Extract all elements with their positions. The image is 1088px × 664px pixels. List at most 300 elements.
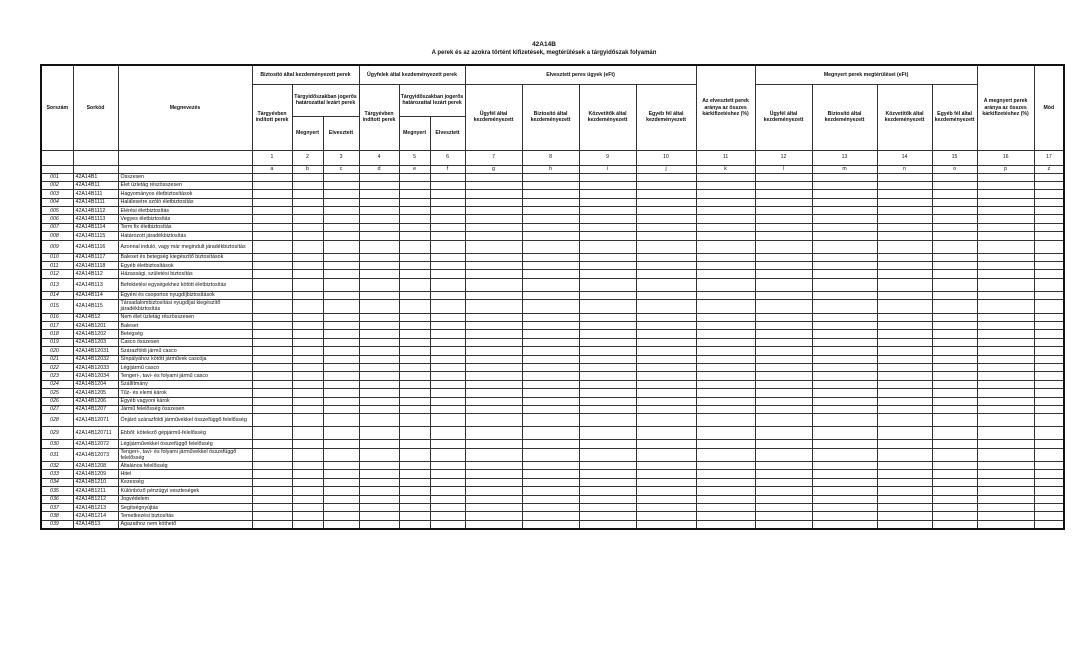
value-cell[interactable] bbox=[579, 448, 636, 461]
value-cell[interactable] bbox=[932, 270, 977, 278]
value-cell[interactable] bbox=[522, 363, 579, 371]
value-cell[interactable] bbox=[252, 173, 292, 181]
value-cell[interactable] bbox=[977, 495, 1034, 503]
value-cell[interactable] bbox=[1034, 372, 1064, 380]
value-cell[interactable] bbox=[399, 495, 430, 503]
value-cell[interactable] bbox=[252, 462, 292, 470]
value-cell[interactable] bbox=[292, 405, 323, 413]
value-cell[interactable] bbox=[465, 355, 522, 363]
value-cell[interactable] bbox=[696, 190, 755, 198]
value-cell[interactable] bbox=[877, 253, 932, 261]
value-cell[interactable] bbox=[323, 181, 359, 189]
value-cell[interactable] bbox=[522, 240, 579, 253]
value-cell[interactable] bbox=[399, 440, 430, 448]
value-cell[interactable] bbox=[636, 448, 696, 461]
value-cell[interactable] bbox=[636, 405, 696, 413]
value-cell[interactable] bbox=[323, 270, 359, 278]
value-cell[interactable] bbox=[636, 181, 696, 189]
value-cell[interactable] bbox=[696, 520, 755, 529]
value-cell[interactable] bbox=[977, 470, 1034, 478]
value-cell[interactable] bbox=[977, 478, 1034, 486]
value-cell[interactable] bbox=[430, 173, 465, 181]
value-cell[interactable] bbox=[977, 347, 1034, 355]
value-cell[interactable] bbox=[877, 405, 932, 413]
value-cell[interactable] bbox=[465, 173, 522, 181]
value-cell[interactable] bbox=[579, 363, 636, 371]
value-cell[interactable] bbox=[812, 363, 877, 371]
value-cell[interactable] bbox=[977, 181, 1034, 189]
value-cell[interactable] bbox=[932, 440, 977, 448]
value-cell[interactable] bbox=[323, 338, 359, 346]
value-cell[interactable] bbox=[292, 372, 323, 380]
value-cell[interactable] bbox=[465, 427, 522, 440]
value-cell[interactable] bbox=[636, 207, 696, 215]
value-cell[interactable] bbox=[812, 240, 877, 253]
value-cell[interactable] bbox=[579, 240, 636, 253]
value-cell[interactable] bbox=[399, 363, 430, 371]
value-cell[interactable] bbox=[812, 504, 877, 512]
value-cell[interactable] bbox=[252, 253, 292, 261]
value-cell[interactable] bbox=[252, 207, 292, 215]
value-cell[interactable] bbox=[932, 313, 977, 321]
value-cell[interactable] bbox=[877, 512, 932, 520]
value-cell[interactable] bbox=[877, 232, 932, 240]
value-cell[interactable] bbox=[755, 478, 812, 486]
value-cell[interactable] bbox=[696, 223, 755, 231]
value-cell[interactable] bbox=[399, 470, 430, 478]
value-cell[interactable] bbox=[292, 173, 323, 181]
value-cell[interactable] bbox=[522, 253, 579, 261]
value-cell[interactable] bbox=[977, 355, 1034, 363]
value-cell[interactable] bbox=[932, 181, 977, 189]
value-cell[interactable] bbox=[696, 181, 755, 189]
value-cell[interactable] bbox=[465, 397, 522, 405]
value-cell[interactable] bbox=[292, 389, 323, 397]
value-cell[interactable] bbox=[399, 300, 430, 313]
value-cell[interactable] bbox=[430, 355, 465, 363]
value-cell[interactable] bbox=[465, 223, 522, 231]
value-cell[interactable] bbox=[877, 300, 932, 313]
value-cell[interactable] bbox=[292, 397, 323, 405]
value-cell[interactable] bbox=[579, 300, 636, 313]
value-cell[interactable] bbox=[522, 181, 579, 189]
value-cell[interactable] bbox=[323, 512, 359, 520]
value-cell[interactable] bbox=[1034, 330, 1064, 338]
value-cell[interactable] bbox=[932, 512, 977, 520]
value-cell[interactable] bbox=[977, 487, 1034, 495]
value-cell[interactable] bbox=[359, 495, 399, 503]
value-cell[interactable] bbox=[430, 414, 465, 427]
value-cell[interactable] bbox=[696, 495, 755, 503]
value-cell[interactable] bbox=[399, 504, 430, 512]
value-cell[interactable] bbox=[877, 198, 932, 206]
value-cell[interactable] bbox=[359, 262, 399, 270]
value-cell[interactable] bbox=[877, 372, 932, 380]
value-cell[interactable] bbox=[292, 240, 323, 253]
value-cell[interactable] bbox=[430, 330, 465, 338]
value-cell[interactable] bbox=[1034, 278, 1064, 291]
value-cell[interactable] bbox=[359, 240, 399, 253]
value-cell[interactable] bbox=[292, 363, 323, 371]
value-cell[interactable] bbox=[323, 414, 359, 427]
value-cell[interactable] bbox=[977, 321, 1034, 329]
value-cell[interactable] bbox=[522, 300, 579, 313]
value-cell[interactable] bbox=[579, 215, 636, 223]
value-cell[interactable] bbox=[430, 313, 465, 321]
value-cell[interactable] bbox=[877, 215, 932, 223]
value-cell[interactable] bbox=[252, 380, 292, 388]
value-cell[interactable] bbox=[579, 414, 636, 427]
value-cell[interactable] bbox=[399, 190, 430, 198]
value-cell[interactable] bbox=[977, 448, 1034, 461]
value-cell[interactable] bbox=[359, 300, 399, 313]
value-cell[interactable] bbox=[977, 330, 1034, 338]
value-cell[interactable] bbox=[292, 198, 323, 206]
value-cell[interactable] bbox=[1034, 207, 1064, 215]
value-cell[interactable] bbox=[399, 198, 430, 206]
value-cell[interactable] bbox=[755, 313, 812, 321]
value-cell[interactable] bbox=[636, 414, 696, 427]
value-cell[interactable] bbox=[465, 330, 522, 338]
value-cell[interactable] bbox=[252, 330, 292, 338]
value-cell[interactable] bbox=[696, 440, 755, 448]
value-cell[interactable] bbox=[399, 253, 430, 261]
value-cell[interactable] bbox=[252, 448, 292, 461]
value-cell[interactable] bbox=[252, 470, 292, 478]
value-cell[interactable] bbox=[465, 321, 522, 329]
value-cell[interactable] bbox=[430, 347, 465, 355]
value-cell[interactable] bbox=[465, 389, 522, 397]
value-cell[interactable] bbox=[465, 215, 522, 223]
value-cell[interactable] bbox=[399, 278, 430, 291]
value-cell[interactable] bbox=[1034, 215, 1064, 223]
value-cell[interactable] bbox=[977, 338, 1034, 346]
value-cell[interactable] bbox=[755, 262, 812, 270]
value-cell[interactable] bbox=[877, 181, 932, 189]
value-cell[interactable] bbox=[522, 520, 579, 529]
value-cell[interactable] bbox=[1034, 181, 1064, 189]
value-cell[interactable] bbox=[430, 291, 465, 299]
value-cell[interactable] bbox=[399, 347, 430, 355]
value-cell[interactable] bbox=[877, 355, 932, 363]
value-cell[interactable] bbox=[465, 240, 522, 253]
value-cell[interactable] bbox=[812, 321, 877, 329]
value-cell[interactable] bbox=[252, 347, 292, 355]
value-cell[interactable] bbox=[292, 380, 323, 388]
value-cell[interactable] bbox=[977, 253, 1034, 261]
value-cell[interactable] bbox=[932, 363, 977, 371]
value-cell[interactable] bbox=[696, 405, 755, 413]
value-cell[interactable] bbox=[812, 313, 877, 321]
value-cell[interactable] bbox=[812, 487, 877, 495]
value-cell[interactable] bbox=[252, 223, 292, 231]
value-cell[interactable] bbox=[323, 440, 359, 448]
value-cell[interactable] bbox=[579, 190, 636, 198]
value-cell[interactable] bbox=[812, 372, 877, 380]
value-cell[interactable] bbox=[977, 313, 1034, 321]
value-cell[interactable] bbox=[755, 380, 812, 388]
value-cell[interactable] bbox=[465, 207, 522, 215]
value-cell[interactable] bbox=[755, 347, 812, 355]
value-cell[interactable] bbox=[292, 512, 323, 520]
value-cell[interactable] bbox=[755, 363, 812, 371]
value-cell[interactable] bbox=[636, 291, 696, 299]
value-cell[interactable] bbox=[579, 321, 636, 329]
value-cell[interactable] bbox=[1034, 173, 1064, 181]
value-cell[interactable] bbox=[430, 270, 465, 278]
value-cell[interactable] bbox=[323, 405, 359, 413]
value-cell[interactable] bbox=[252, 198, 292, 206]
value-cell[interactable] bbox=[755, 397, 812, 405]
value-cell[interactable] bbox=[359, 520, 399, 529]
value-cell[interactable] bbox=[430, 278, 465, 291]
value-cell[interactable] bbox=[636, 520, 696, 529]
value-cell[interactable] bbox=[1034, 440, 1064, 448]
value-cell[interactable] bbox=[399, 380, 430, 388]
value-cell[interactable] bbox=[323, 300, 359, 313]
value-cell[interactable] bbox=[399, 427, 430, 440]
value-cell[interactable] bbox=[359, 504, 399, 512]
value-cell[interactable] bbox=[323, 495, 359, 503]
value-cell[interactable] bbox=[522, 198, 579, 206]
value-cell[interactable] bbox=[323, 207, 359, 215]
value-cell[interactable] bbox=[755, 487, 812, 495]
value-cell[interactable] bbox=[579, 389, 636, 397]
value-cell[interactable] bbox=[430, 338, 465, 346]
value-cell[interactable] bbox=[359, 462, 399, 470]
value-cell[interactable] bbox=[359, 278, 399, 291]
value-cell[interactable] bbox=[812, 173, 877, 181]
value-cell[interactable] bbox=[579, 372, 636, 380]
value-cell[interactable] bbox=[359, 512, 399, 520]
value-cell[interactable] bbox=[696, 338, 755, 346]
value-cell[interactable] bbox=[579, 520, 636, 529]
value-cell[interactable] bbox=[359, 478, 399, 486]
value-cell[interactable] bbox=[292, 253, 323, 261]
value-cell[interactable] bbox=[522, 462, 579, 470]
value-cell[interactable] bbox=[465, 495, 522, 503]
value-cell[interactable] bbox=[399, 173, 430, 181]
value-cell[interactable] bbox=[755, 462, 812, 470]
value-cell[interactable] bbox=[399, 215, 430, 223]
value-cell[interactable] bbox=[292, 313, 323, 321]
value-cell[interactable] bbox=[252, 504, 292, 512]
value-cell[interactable] bbox=[292, 223, 323, 231]
value-cell[interactable] bbox=[1034, 478, 1064, 486]
value-cell[interactable] bbox=[877, 330, 932, 338]
value-cell[interactable] bbox=[696, 397, 755, 405]
value-cell[interactable] bbox=[636, 397, 696, 405]
value-cell[interactable] bbox=[696, 198, 755, 206]
value-cell[interactable] bbox=[252, 278, 292, 291]
value-cell[interactable] bbox=[292, 462, 323, 470]
value-cell[interactable] bbox=[359, 223, 399, 231]
value-cell[interactable] bbox=[399, 414, 430, 427]
value-cell[interactable] bbox=[1034, 427, 1064, 440]
value-cell[interactable] bbox=[465, 372, 522, 380]
value-cell[interactable] bbox=[430, 253, 465, 261]
value-cell[interactable] bbox=[932, 470, 977, 478]
value-cell[interactable] bbox=[465, 347, 522, 355]
value-cell[interactable] bbox=[812, 462, 877, 470]
value-cell[interactable] bbox=[579, 495, 636, 503]
value-cell[interactable] bbox=[977, 291, 1034, 299]
value-cell[interactable] bbox=[877, 414, 932, 427]
value-cell[interactable] bbox=[522, 355, 579, 363]
value-cell[interactable] bbox=[252, 313, 292, 321]
value-cell[interactable] bbox=[292, 504, 323, 512]
value-cell[interactable] bbox=[696, 355, 755, 363]
value-cell[interactable] bbox=[399, 397, 430, 405]
value-cell[interactable] bbox=[252, 232, 292, 240]
value-cell[interactable] bbox=[696, 380, 755, 388]
value-cell[interactable] bbox=[323, 347, 359, 355]
value-cell[interactable] bbox=[877, 397, 932, 405]
value-cell[interactable] bbox=[579, 338, 636, 346]
value-cell[interactable] bbox=[755, 181, 812, 189]
value-cell[interactable] bbox=[522, 380, 579, 388]
value-cell[interactable] bbox=[696, 291, 755, 299]
value-cell[interactable] bbox=[932, 215, 977, 223]
value-cell[interactable] bbox=[399, 389, 430, 397]
value-cell[interactable] bbox=[252, 487, 292, 495]
value-cell[interactable] bbox=[1034, 520, 1064, 529]
value-cell[interactable] bbox=[252, 291, 292, 299]
value-cell[interactable] bbox=[465, 405, 522, 413]
value-cell[interactable] bbox=[323, 389, 359, 397]
value-cell[interactable] bbox=[430, 190, 465, 198]
value-cell[interactable] bbox=[636, 232, 696, 240]
value-cell[interactable] bbox=[465, 363, 522, 371]
value-cell[interactable] bbox=[359, 363, 399, 371]
value-cell[interactable] bbox=[399, 330, 430, 338]
value-cell[interactable] bbox=[522, 448, 579, 461]
value-cell[interactable] bbox=[755, 355, 812, 363]
value-cell[interactable] bbox=[430, 389, 465, 397]
value-cell[interactable] bbox=[399, 270, 430, 278]
value-cell[interactable] bbox=[636, 330, 696, 338]
value-cell[interactable] bbox=[1034, 487, 1064, 495]
value-cell[interactable] bbox=[755, 427, 812, 440]
value-cell[interactable] bbox=[636, 262, 696, 270]
value-cell[interactable] bbox=[1034, 338, 1064, 346]
value-cell[interactable] bbox=[579, 347, 636, 355]
value-cell[interactable] bbox=[696, 207, 755, 215]
value-cell[interactable] bbox=[359, 291, 399, 299]
value-cell[interactable] bbox=[977, 215, 1034, 223]
value-cell[interactable] bbox=[399, 520, 430, 529]
value-cell[interactable] bbox=[430, 470, 465, 478]
value-cell[interactable] bbox=[399, 262, 430, 270]
value-cell[interactable] bbox=[252, 355, 292, 363]
value-cell[interactable] bbox=[636, 504, 696, 512]
value-cell[interactable] bbox=[812, 495, 877, 503]
value-cell[interactable] bbox=[932, 462, 977, 470]
value-cell[interactable] bbox=[636, 512, 696, 520]
value-cell[interactable] bbox=[323, 278, 359, 291]
value-cell[interactable] bbox=[359, 207, 399, 215]
value-cell[interactable] bbox=[430, 478, 465, 486]
value-cell[interactable] bbox=[932, 427, 977, 440]
value-cell[interactable] bbox=[522, 262, 579, 270]
value-cell[interactable] bbox=[977, 190, 1034, 198]
value-cell[interactable] bbox=[292, 448, 323, 461]
value-cell[interactable] bbox=[1034, 512, 1064, 520]
value-cell[interactable] bbox=[636, 198, 696, 206]
value-cell[interactable] bbox=[359, 270, 399, 278]
value-cell[interactable] bbox=[696, 478, 755, 486]
value-cell[interactable] bbox=[252, 389, 292, 397]
value-cell[interactable] bbox=[755, 470, 812, 478]
value-cell[interactable] bbox=[522, 347, 579, 355]
value-cell[interactable] bbox=[323, 253, 359, 261]
value-cell[interactable] bbox=[877, 478, 932, 486]
value-cell[interactable] bbox=[359, 181, 399, 189]
value-cell[interactable] bbox=[522, 427, 579, 440]
value-cell[interactable] bbox=[399, 478, 430, 486]
value-cell[interactable] bbox=[579, 278, 636, 291]
value-cell[interactable] bbox=[465, 478, 522, 486]
value-cell[interactable] bbox=[932, 338, 977, 346]
value-cell[interactable] bbox=[399, 232, 430, 240]
value-cell[interactable] bbox=[292, 414, 323, 427]
value-cell[interactable] bbox=[399, 448, 430, 461]
value-cell[interactable] bbox=[755, 207, 812, 215]
value-cell[interactable] bbox=[522, 207, 579, 215]
value-cell[interactable] bbox=[323, 504, 359, 512]
value-cell[interactable] bbox=[399, 487, 430, 495]
value-cell[interactable] bbox=[636, 355, 696, 363]
value-cell[interactable] bbox=[292, 520, 323, 529]
value-cell[interactable] bbox=[755, 495, 812, 503]
value-cell[interactable] bbox=[359, 253, 399, 261]
value-cell[interactable] bbox=[465, 448, 522, 461]
value-cell[interactable] bbox=[399, 372, 430, 380]
value-cell[interactable] bbox=[399, 240, 430, 253]
value-cell[interactable] bbox=[359, 487, 399, 495]
value-cell[interactable] bbox=[579, 440, 636, 448]
value-cell[interactable] bbox=[522, 215, 579, 223]
value-cell[interactable] bbox=[292, 232, 323, 240]
value-cell[interactable] bbox=[359, 380, 399, 388]
value-cell[interactable] bbox=[812, 440, 877, 448]
value-cell[interactable] bbox=[465, 181, 522, 189]
value-cell[interactable] bbox=[1034, 270, 1064, 278]
value-cell[interactable] bbox=[636, 347, 696, 355]
value-cell[interactable] bbox=[812, 190, 877, 198]
value-cell[interactable] bbox=[323, 478, 359, 486]
value-cell[interactable] bbox=[696, 321, 755, 329]
value-cell[interactable] bbox=[579, 181, 636, 189]
value-cell[interactable] bbox=[812, 448, 877, 461]
value-cell[interactable] bbox=[430, 181, 465, 189]
value-cell[interactable] bbox=[877, 495, 932, 503]
value-cell[interactable] bbox=[636, 487, 696, 495]
value-cell[interactable] bbox=[932, 380, 977, 388]
value-cell[interactable] bbox=[977, 207, 1034, 215]
value-cell[interactable] bbox=[323, 520, 359, 529]
value-cell[interactable] bbox=[252, 363, 292, 371]
value-cell[interactable] bbox=[1034, 470, 1064, 478]
value-cell[interactable] bbox=[1034, 405, 1064, 413]
value-cell[interactable] bbox=[977, 462, 1034, 470]
value-cell[interactable] bbox=[812, 405, 877, 413]
value-cell[interactable] bbox=[812, 207, 877, 215]
value-cell[interactable] bbox=[579, 487, 636, 495]
value-cell[interactable] bbox=[977, 414, 1034, 427]
value-cell[interactable] bbox=[636, 478, 696, 486]
value-cell[interactable] bbox=[323, 291, 359, 299]
